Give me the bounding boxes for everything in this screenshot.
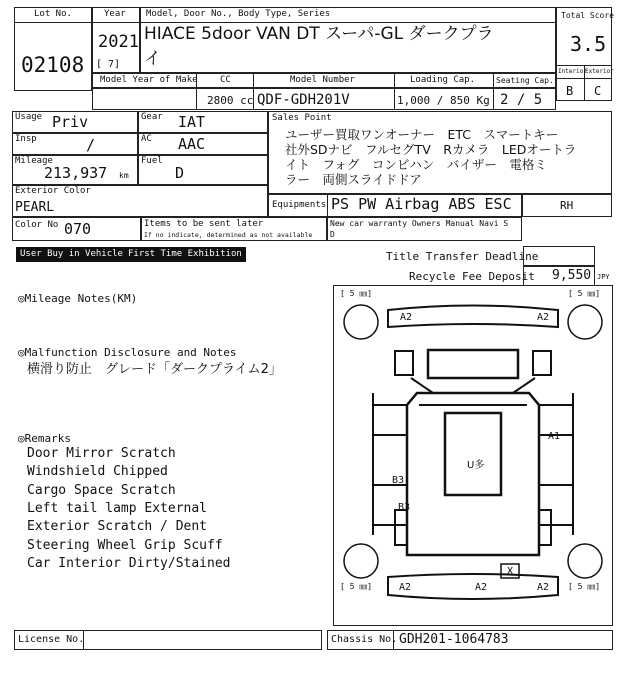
remark-item: Left tail lamp External: [27, 501, 208, 516]
sales-point-line: 社外SDナビ フルセグTV Rカメラ LEDオートラ: [285, 142, 577, 157]
color-no-value: 070: [64, 220, 92, 238]
gear-label: Gear: [141, 112, 163, 122]
damage-mark: B3: [398, 502, 411, 513]
color-no-label: Color No: [15, 220, 59, 230]
damage-mark: A2: [475, 582, 488, 593]
myom-label: Model Year of Make: [100, 75, 198, 85]
year-month: [ 7]: [96, 59, 121, 70]
seating-label: Seating Cap.: [496, 76, 554, 85]
items-label: Items to be sent later: [144, 219, 264, 229]
gear-value: IAT: [178, 113, 206, 131]
remarks-title: ◎Remarks: [18, 432, 71, 445]
remark-item: Windshield Chipped: [27, 464, 168, 479]
remark-item: Exterior Scratch / Dent: [27, 519, 208, 534]
usage-label: Usage: [15, 112, 43, 122]
year-value: 2021: [98, 32, 139, 52]
first-time-badge: First Time Exhibition: [124, 247, 246, 262]
tire-depth-fr: [ 5 ㎜]: [568, 289, 601, 298]
malfunction-text: 横滑り防止 グレード「ダークプライム2」: [27, 362, 282, 377]
user-buy-badge: User Buy in Vehicle: [16, 247, 127, 262]
mileage-value: 213,937: [44, 164, 108, 182]
warranty-line-2: D: [330, 230, 335, 239]
tire-fl-icon: [344, 305, 378, 339]
ac-label: AC: [141, 134, 152, 144]
license-label: License No.: [18, 634, 85, 645]
damage-mark: A2: [537, 582, 550, 593]
recycle-fee-label: Recycle Fee Deposit: [409, 270, 535, 283]
sales-point-line: ラー 両側スライドドア: [285, 172, 422, 187]
exterior-grade: C: [594, 84, 602, 98]
ext-color-label: Exterior Color: [15, 186, 91, 196]
equipments-value: PS PW Airbag ABS ESC: [331, 195, 512, 213]
warranty-line-1: New car warranty Owners Manual Navi S: [330, 219, 509, 228]
title-transfer-label: Title Transfer Deadline: [386, 250, 539, 263]
cc-label: CC: [220, 75, 231, 85]
remark-item: Door Mirror Scratch: [27, 446, 176, 461]
car-outline: [333, 285, 613, 626]
damage-mark: B3: [392, 475, 405, 486]
recycle-fee-unit: JPY: [597, 273, 610, 281]
equipments-label: Equipments: [272, 200, 327, 210]
total-score: 3.5: [570, 32, 607, 56]
tire-depth-fl: [ 5 ㎜]: [340, 289, 373, 298]
seating-value: 2 / 5: [500, 92, 543, 108]
interior-label: Interior: [558, 68, 587, 75]
usage-value: Priv: [52, 113, 89, 131]
damage-mark: A2: [537, 312, 550, 323]
mileage-label: Mileage: [15, 156, 53, 166]
insp-value: /: [86, 136, 96, 154]
loading-label: Loading Cap.: [410, 75, 476, 85]
sales-point-line: ユーザー買取ワンオーナー ETC スマートキー: [285, 127, 559, 142]
lot-number: 02108: [21, 53, 85, 77]
model-number: QDF-GDH201V: [257, 92, 350, 108]
remark-item: Steering Wheel Grip Scuff: [27, 538, 223, 553]
steering-value: RH: [560, 199, 574, 212]
malfunction-title: ◎Malfunction Disclosure and Notes: [18, 346, 237, 359]
roof-icon: [407, 393, 539, 555]
items-note: If no indicate, determined as not available: [144, 231, 313, 239]
remark-item: Cargo Space Scratch: [27, 483, 176, 498]
year-label: Year: [104, 9, 126, 19]
rear-bumper-icon: [388, 574, 558, 599]
exterior-label: Exterior: [585, 68, 614, 75]
damage-mark: A1: [548, 431, 561, 442]
recycle-fee-value: 9,550: [552, 268, 592, 283]
model-line-1: HIACE 5door VAN DT スーパ-GL ダークプラ: [144, 24, 494, 44]
tire-fr-icon: [568, 305, 602, 339]
damage-mark: X: [507, 566, 514, 577]
chassis-label: Chassis No.: [331, 634, 398, 645]
tire-rl-icon: [344, 544, 378, 578]
hood-icon: [395, 350, 551, 393]
interior-grade: B: [566, 84, 574, 98]
fuel-label: Fuel: [141, 156, 163, 166]
sales-point-line: イト フォグ コンビハン バイザー 電格ミ: [285, 157, 547, 172]
remark-item: Car Interior Dirty/Stained: [27, 556, 231, 571]
chassis-value: GDH201-1064783: [399, 632, 509, 647]
sales-point-label: Sales Point: [272, 113, 332, 123]
tire-depth-rl: [ 5 ㎜]: [340, 582, 373, 591]
tire-rr-icon: [568, 544, 602, 578]
ac-value: AAC: [178, 135, 206, 153]
tire-depth-rr: [ 5 ㎜]: [568, 582, 601, 591]
model-label: Model, Door No., Body Type, Series: [146, 9, 331, 19]
damage-mark: A2: [399, 582, 412, 593]
ext-color-value: PEARL: [15, 200, 55, 215]
title-transfer-value: [523, 246, 595, 266]
loading-value: 1,000 / 850 Kg: [397, 94, 490, 107]
insp-label: Insp: [15, 134, 37, 144]
model-number-label: Model Number: [290, 75, 356, 85]
score-label: Total Score: [561, 11, 614, 20]
fuel-value: D: [175, 164, 185, 182]
front-bumper-icon: [388, 306, 558, 328]
mileage-notes-title: ◎Mileage Notes(KM): [18, 292, 138, 305]
damage-mark: A2: [400, 312, 413, 323]
mileage-unit: km: [119, 171, 129, 180]
damage-mark: U多: [467, 460, 485, 471]
lot-label: Lot No.: [34, 9, 72, 19]
cc-value: 2800 cc: [207, 94, 254, 107]
model-line-2: イ: [144, 49, 161, 69]
